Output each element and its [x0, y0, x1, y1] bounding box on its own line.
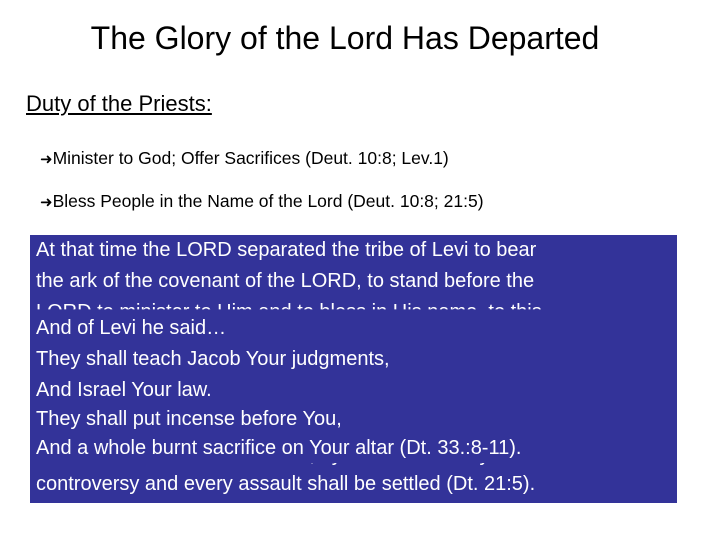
quote-line: And of Levi he said… — [36, 317, 227, 339]
quote-line: At that time the LORD separated the tribe of Levi to bear — [36, 239, 537, 261]
bullet-item — [40, 145, 449, 172]
bullet-text: Minister to God; Offer Sacrifices (Deut. 10:8; Lev.1) — [52, 148, 449, 168]
bullet-text: Bless People in the Name of the Lord (Deut. 10:8; 21:5) — [52, 191, 484, 211]
quote-line: And Israel Your law. — [36, 379, 212, 401]
quote-line: They shall teach Jacob Your judgments, — [36, 348, 390, 370]
arrow-icon: ➜ — [40, 193, 53, 211]
slide-title: The Glory of the Lord Has Departed — [90, 20, 600, 56]
arrow-icon: ➜ — [40, 150, 53, 168]
quote-box-deuteronomy-33 — [30, 311, 677, 469]
quote-line: controversy and every assault shall be settled (Dt. 21:5). — [36, 473, 536, 495]
bullet-item — [40, 188, 484, 215]
quote-line: They shall put incense before You, — [36, 408, 342, 430]
section-heading: Duty of the Priests: — [26, 91, 212, 116]
quote-line: And a whole burnt sacrifice on Your altar (Dt. 33.:8-11). — [36, 437, 522, 459]
quote-line: the ark of the covenant of the LORD, to stand before the — [36, 270, 535, 292]
